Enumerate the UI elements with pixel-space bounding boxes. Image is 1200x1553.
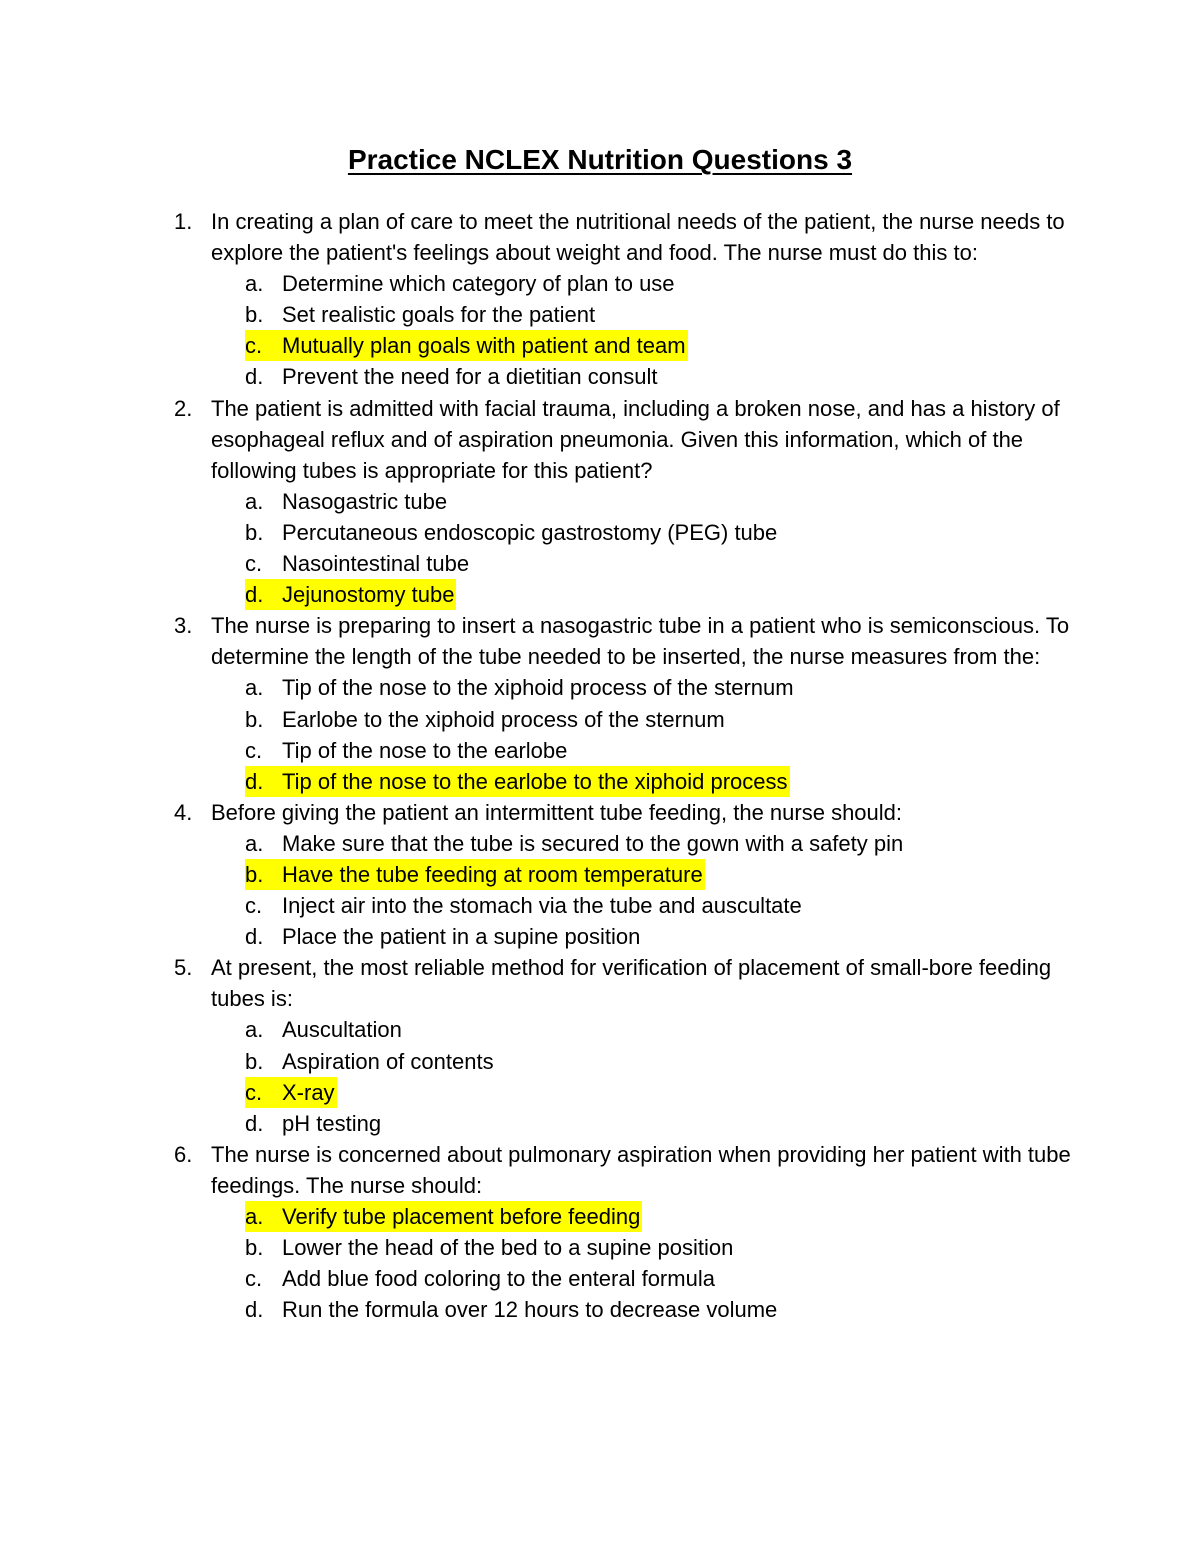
question-item bbox=[0, 393, 1200, 611]
answer-option-letter: a. bbox=[245, 830, 264, 856]
answer-option-row bbox=[245, 890, 804, 921]
question-item bbox=[0, 1139, 1200, 1326]
answer-option bbox=[0, 672, 1200, 703]
answer-option bbox=[0, 299, 1200, 330]
answer-option bbox=[0, 735, 1200, 766]
question-number: 6. bbox=[174, 1141, 193, 1167]
answer-option-row bbox=[245, 1046, 496, 1077]
answer-option-row bbox=[245, 268, 677, 299]
answer-option-row bbox=[245, 1294, 779, 1325]
answer-option-letter: a. bbox=[245, 675, 264, 701]
answer-option-letter: b. bbox=[245, 302, 264, 328]
answer-option-text: Nasointestinal tube bbox=[282, 551, 470, 577]
answer-option-row bbox=[245, 1263, 717, 1294]
answer-option-row bbox=[245, 361, 659, 392]
answer-option bbox=[0, 859, 1200, 890]
answer-option-text: Aspiration of contents bbox=[282, 1048, 494, 1074]
question-text: The nurse is concerned about pulmonary aspiration when providing her patient with tube feedings. The nurse should: bbox=[211, 1141, 1071, 1198]
answer-option-text: Add blue food coloring to the enteral formula bbox=[282, 1266, 715, 1292]
answer-option bbox=[0, 1263, 1200, 1294]
answer-option-text: Nasogastric tube bbox=[282, 488, 448, 514]
answer-option-row bbox=[245, 548, 471, 579]
correct-answer-highlight bbox=[245, 579, 456, 610]
answer-option-text: Auscultation bbox=[282, 1017, 402, 1043]
answer-option bbox=[0, 1046, 1200, 1077]
answer-option bbox=[0, 1201, 1200, 1232]
answer-option-row bbox=[245, 828, 905, 859]
answer-option-letter: c. bbox=[245, 1079, 263, 1105]
answer-option-text: pH testing bbox=[282, 1110, 382, 1136]
question-text: The nurse is preparing to insert a nasogastric tube in a patient who is semiconscious. To determine the length of the tube needed to be inserted, the nurse measures from the: bbox=[211, 613, 1070, 670]
question-number: 2. bbox=[174, 395, 193, 421]
answer-option bbox=[0, 890, 1200, 921]
answer-option bbox=[0, 921, 1200, 952]
answer-options bbox=[0, 486, 1200, 610]
answer-option-text: Jejunostomy tube bbox=[282, 582, 455, 608]
answer-option-row bbox=[245, 672, 796, 703]
answer-option bbox=[0, 548, 1200, 579]
answer-option bbox=[0, 268, 1200, 299]
answer-option bbox=[0, 1108, 1200, 1139]
answer-option-text: Determine which category of plan to use bbox=[282, 271, 675, 297]
answer-option-letter: c. bbox=[245, 1266, 263, 1292]
question-item bbox=[0, 206, 1200, 393]
answer-option-text: Inject air into the stomach via the tube and auscultate bbox=[282, 893, 802, 919]
question-item bbox=[0, 797, 1200, 952]
answer-option bbox=[0, 1014, 1200, 1045]
answer-option-letter: b. bbox=[245, 1235, 264, 1261]
question-item bbox=[0, 952, 1200, 1139]
answer-option-text: Have the tube feeding at room temperature bbox=[282, 861, 703, 887]
answer-option-letter: d. bbox=[245, 1110, 264, 1136]
question-number: 1. bbox=[174, 209, 193, 234]
answer-option-row bbox=[245, 486, 449, 517]
question-list bbox=[0, 206, 1200, 1325]
answer-option bbox=[0, 1294, 1200, 1325]
question-number: 4. bbox=[174, 799, 193, 825]
answer-option-text: Percutaneous endoscopic gastrostomy (PEG) tube bbox=[282, 519, 778, 545]
answer-options bbox=[0, 1201, 1200, 1325]
answer-option-letter: b. bbox=[245, 519, 264, 545]
answer-options bbox=[0, 672, 1200, 796]
answer-option-row bbox=[245, 921, 642, 952]
answer-option-letter: c. bbox=[245, 551, 263, 577]
question-text: In creating a plan of care to meet the nutritional needs of the patient, the nurse needs to explore the patient's feelings about weight and food. The nurse must do this to: bbox=[211, 209, 1065, 266]
correct-answer-highlight bbox=[245, 1201, 642, 1232]
answer-options bbox=[0, 268, 1200, 392]
answer-option-letter: a. bbox=[245, 488, 264, 514]
correct-answer-highlight bbox=[245, 1077, 337, 1108]
answer-option-row bbox=[245, 1108, 383, 1139]
correct-answer-highlight bbox=[245, 859, 705, 890]
answer-option-text: Make sure that the tube is secured to the gown with a safety pin bbox=[282, 830, 904, 856]
answer-option bbox=[0, 361, 1200, 392]
answer-options bbox=[0, 828, 1200, 952]
answer-option-letter: c. bbox=[245, 333, 263, 359]
answer-options bbox=[0, 1014, 1200, 1138]
answer-option-text: Earlobe to the xiphoid process of the sternum bbox=[282, 706, 725, 732]
answer-option-row bbox=[245, 704, 727, 735]
answer-option-letter: b. bbox=[245, 861, 264, 887]
correct-answer-highlight bbox=[245, 766, 790, 797]
answer-option-letter: c. bbox=[245, 893, 263, 919]
answer-option-text: Mutually plan goals with patient and team bbox=[282, 333, 686, 359]
answer-option bbox=[0, 330, 1200, 361]
answer-option-row bbox=[245, 517, 779, 548]
answer-option-text: Lower the head of the bed to a supine position bbox=[282, 1235, 734, 1261]
answer-option bbox=[0, 517, 1200, 548]
question-number: 3. bbox=[174, 613, 193, 639]
question-text: The patient is admitted with facial trauma, including a broken nose, and has a history of esophageal reflux and of aspiration pneumonia. Given this information, which of the following tubes is appropriate for this patient? bbox=[211, 395, 1060, 483]
answer-option bbox=[0, 704, 1200, 735]
answer-option-text: Verify tube placement before feeding bbox=[282, 1204, 641, 1229]
answer-option-text: Tip of the nose to the xiphoid process of the sternum bbox=[282, 675, 794, 701]
question-text: At present, the most reliable method for verification of placement of small-bore feeding tubes is: bbox=[211, 955, 1052, 1012]
answer-option bbox=[0, 828, 1200, 859]
answer-option bbox=[0, 1232, 1200, 1263]
answer-option-row bbox=[245, 299, 597, 330]
answer-option-text: Tip of the nose to the earlobe to the xiphoid process bbox=[282, 768, 788, 794]
answer-option-letter: a. bbox=[245, 1017, 264, 1043]
answer-option-letter: d. bbox=[245, 1297, 264, 1323]
answer-option-text: Tip of the nose to the earlobe bbox=[282, 737, 568, 763]
answer-option-letter: b. bbox=[245, 706, 264, 732]
correct-answer-highlight bbox=[245, 330, 688, 361]
answer-option-letter: d. bbox=[245, 582, 264, 608]
answer-option-row bbox=[245, 1014, 404, 1045]
answer-option-letter: d. bbox=[245, 364, 264, 390]
answer-option-letter: c. bbox=[245, 737, 263, 763]
answer-option-letter: d. bbox=[245, 768, 264, 794]
answer-option bbox=[0, 1077, 1200, 1108]
answer-option-row bbox=[245, 1232, 735, 1263]
question-item bbox=[0, 610, 1200, 797]
answer-option-text: Run the formula over 12 hours to decrease volume bbox=[282, 1297, 778, 1323]
answer-option-text: X-ray bbox=[282, 1079, 335, 1105]
answer-option-letter: a. bbox=[245, 271, 264, 297]
answer-option-text: Place the patient in a supine position bbox=[282, 924, 641, 950]
answer-option bbox=[0, 579, 1200, 610]
question-number: 5. bbox=[174, 955, 193, 981]
answer-option-row bbox=[245, 735, 569, 766]
answer-option bbox=[0, 766, 1200, 797]
answer-option bbox=[0, 486, 1200, 517]
answer-option-letter: d. bbox=[245, 924, 264, 950]
answer-option-letter: b. bbox=[245, 1048, 264, 1074]
page-title: Practice NCLEX Nutrition Questions 3 bbox=[347, 144, 853, 175]
answer-option-letter: a. bbox=[245, 1204, 264, 1229]
answer-option-text: Set realistic goals for the patient bbox=[282, 302, 596, 328]
answer-option-text: Prevent the need for a dietitian consult bbox=[282, 364, 658, 390]
question-text: Before giving the patient an intermittent tube feeding, the nurse should: bbox=[211, 799, 903, 825]
